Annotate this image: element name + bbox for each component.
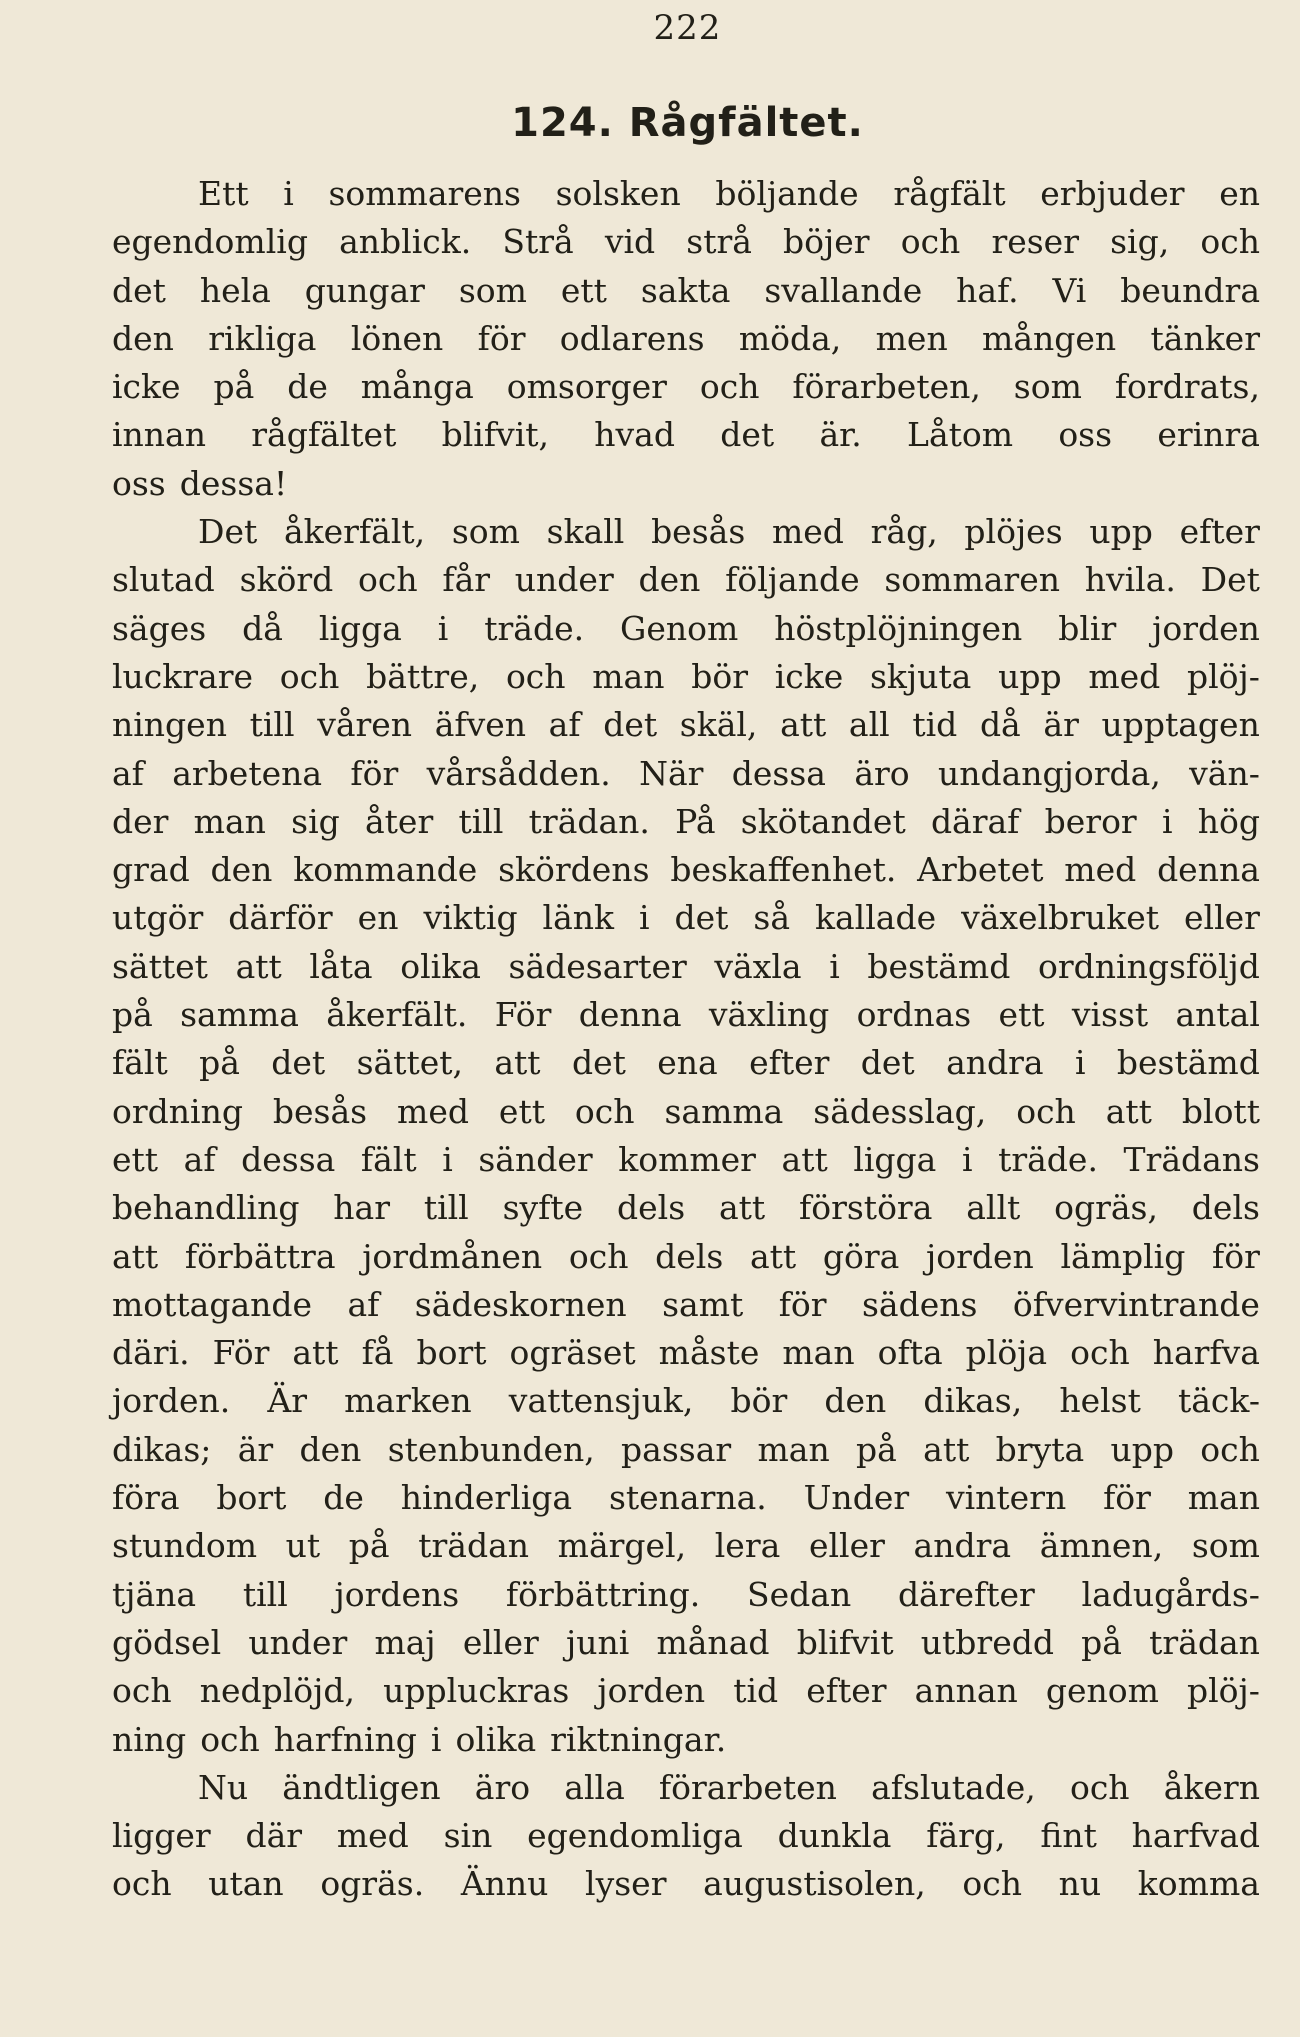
text-line: egendomlig anblick. Strå vid strå böjer och reser sig, och (112, 222, 1260, 262)
text-line: der man sig åter till trädan. På skötandet däraf beror i hög (112, 801, 1260, 841)
text-line: på samma åkerfält. För denna växling ordnas ett visst antal (112, 995, 1260, 1035)
text-line: mottagande af sädeskornen samt för sädens öfvervintrande (112, 1284, 1260, 1324)
text-line: luckrare och bättre, och man bör icke skjuta upp med plöj- (112, 656, 1260, 696)
text-line: och nedplöjd, uppluckras jorden tid efter annan genom plöj- (112, 1671, 1260, 1711)
text-line: föra bort de hinderliga stenarna. Under vintern för man (112, 1478, 1260, 1518)
text-line: Det åkerfält, som skall besås med råg, plöjes upp efter (198, 512, 1260, 552)
text-line: dikas; är den stenbunden, passar man på att bryta upp och (112, 1429, 1260, 1469)
text-line: däri. För att få bort ogräset måste man ofta plöja och harfva (112, 1333, 1260, 1373)
text-line: behandling har till syfte dels att förstöra allt ogräs, dels (112, 1188, 1260, 1228)
text-line: Nu ändtligen äro alla förarbeten afslutade, och åkern (198, 1767, 1260, 1807)
page-number: 222 (653, 8, 722, 48)
text-line: Ett i sommarens solsken böljande rågfält erbjuder en (198, 174, 1260, 213)
text-line: oss dessa! (112, 463, 288, 503)
text-line: icke på de många omsorger och förarbeten, som fordrats, (112, 367, 1260, 407)
text-line: af arbetena för vårsådden. När dessa äro undangjorda, vän- (112, 753, 1260, 793)
text-line: den rikliga lönen för odlarens möda, men mången tänker (112, 318, 1260, 358)
body-text (112, 170, 1260, 1909)
text-line: gödsel under maj eller juni månad blifvit utbredd på trädan (112, 1622, 1260, 1662)
text-line: jorden. Är marken vattensjuk, bör den dikas, helst täck- (112, 1381, 1260, 1421)
text-line: ning och harfning i olika riktningar. (112, 1719, 727, 1759)
text-line: grad den kommande skördens beskaffenhet. Arbetet med denna (112, 850, 1260, 890)
text-line: stundom ut på trädan märgel, lera eller andra ämnen, som (112, 1526, 1260, 1566)
text-line: ett af dessa fält i sänder kommer att ligga i träde. Trädans (112, 1139, 1260, 1179)
text-line: ordning besås med ett och samma sädesslag, och att blott (112, 1091, 1260, 1131)
text-line: att förbättra jordmånen och dels att göra jorden lämplig för (112, 1236, 1260, 1276)
text-line: slutad skörd och får under den följande sommaren hvila. Det (112, 560, 1260, 600)
text-line: fält på det sättet, att det ena efter det andra i bestämd (112, 1043, 1260, 1083)
chapter-title: 124. Rågfältet. (511, 100, 864, 146)
text-line: säges då ligga i träde. Genom höstplöjningen blir jorden (112, 608, 1260, 648)
text-line: ningen till våren äfven af det skäl, att all tid då är upptagen (112, 705, 1260, 745)
text-line: ligger där med sin egendomliga dunkla färg, fint harfvad (112, 1816, 1260, 1856)
text-line: tjäna till jordens förbättring. Sedan därefter ladugårds- (112, 1574, 1260, 1614)
text-line: innan rågfältet blifvit, hvad det är. Låtom oss erinra (112, 415, 1260, 455)
text-line: och utan ogräs. Ännu lyser augustisolen, och nu komma (112, 1864, 1260, 1904)
text-line: det hela gungar som ett sakta svallande haf. Vi beundra (112, 270, 1260, 310)
text-line: sättet att låta olika sädesarter växla i bestämd ordningsföljd (112, 946, 1260, 986)
text-line: utgör därför en viktig länk i det så kallade växelbruket eller (112, 898, 1260, 938)
